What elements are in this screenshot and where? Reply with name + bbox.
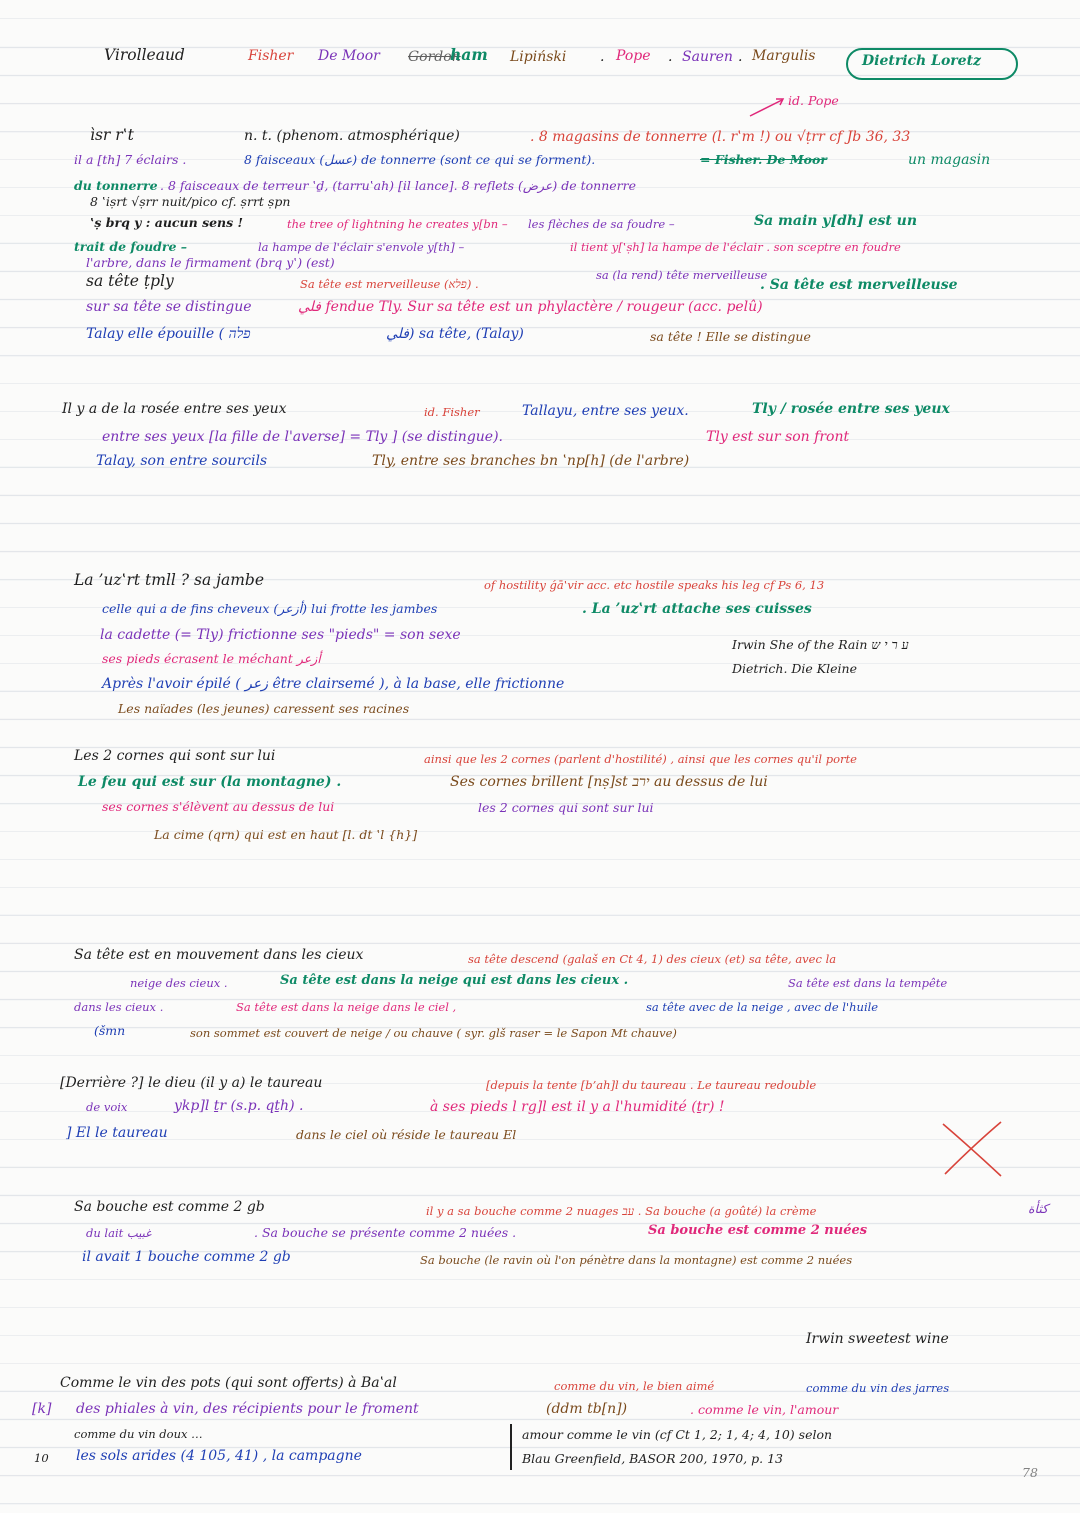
s1-line8-b: Sa tête est merveilleuse (פלא) . (300, 277, 479, 291)
page-number: 78 (1022, 1465, 1038, 1480)
s1-line6-a: trait de foudre – (74, 239, 188, 254)
s1-line7: l'arbre, dans le firmament (brq y‛) (est) (86, 255, 335, 270)
s3-line2-b: . La ’uz‛rt attache ses cuisses (582, 601, 812, 617)
s1-line2-b: 8 faisceaux (عسل) de tonnerre (sont ce qui se forment). (244, 152, 596, 167)
s1-line1-red: . 8 magasins de tonnerre (l. r‛m !) ou √ṭrr cf Jb 36, 33 (530, 129, 911, 145)
s8-line1-b: comme du vin, le bien aimé (554, 1379, 715, 1393)
s2-line1-c: Tallayu, entre ses yeux. (522, 403, 689, 419)
vertical-rule (510, 1424, 512, 1470)
s8-line2-b: des phiales à vin, des récipients pour le froment (76, 1401, 419, 1417)
note-id-pope: id. Pope (788, 93, 839, 108)
s5-line1-b: sa tête descend (galaš en Ct 4, 1) des cieux (et) sa tête, avec la (468, 952, 837, 966)
s1-line6-b: la hampe de l'éclair s'envole y[th] – (258, 240, 465, 254)
s5-line2-a: neige des cieux . (130, 976, 228, 990)
s3-line1-b: of hostility ǵā‛vir acc. etc hostile speaks his leg cf Ps 6, 13 (484, 578, 825, 592)
s1-line9-a: sur sa tête se distingue (86, 299, 252, 315)
s7-line1-c: كثأة (1028, 1201, 1049, 1216)
s2-line2-b: Tly est sur son front (706, 429, 850, 445)
s1-line8-c: sa (la rend) tête merveilleuse (596, 268, 768, 282)
author-gordham: ham (450, 45, 488, 64)
s8-line2-a: [k] (32, 1401, 52, 1417)
s5-line1-a: Sa tête est en mouvement dans les cieux (74, 947, 364, 963)
s3-line6: Les naïades (les jeunes) caressent ses racines (118, 701, 410, 716)
s4-line1-b: ainsi que les 2 cornes (parlent d'hostilité) , ainsi que les cornes qu'il porte (424, 752, 857, 766)
s1-line5-a: ‛ṣ brq y : aucun sens ! (90, 215, 244, 230)
author-margulis: Margulis (752, 48, 816, 64)
s1-line5-b: the tree of lightning he creates y[bn – (287, 217, 508, 231)
s2-line1-a: Il y a de la rosée entre ses yeux (62, 401, 287, 417)
s2-line3-b: Tly, entre ses branches bn ‛np[h] (de l'arbre) (372, 453, 690, 469)
s6-line2-a: de voix (86, 1100, 128, 1114)
s3-line2-a: celle qui a de fins cheveux (أزعر) lui frotte les jambes (102, 601, 438, 616)
s1-line5-c: les flèches de sa foudre – (528, 217, 675, 231)
s8-line1-c: comme du vin des jarres (806, 1381, 950, 1395)
author-fisher: Fisher (248, 48, 294, 64)
s3-irwin: Irwin She of the Rain ע ר י ש (732, 637, 909, 652)
s4-line4: La cime (qrn) qui est en haut [l. dt ‛l {h}] (154, 827, 418, 842)
s4-line2-a: Le feu qui est sur (la montagne) . (78, 774, 342, 790)
s1-line1-term: ìsr r‛t (90, 126, 134, 144)
s3-line3: la cadette (= Tly) frictionne ses "pieds" = son sexe (100, 627, 461, 643)
s3-line1-a: La ’uz‛rt tmll ? sa jambe (74, 571, 264, 589)
s1-line2-c: = Fisher. De Moor (700, 152, 827, 167)
author-lipinski: Lipiński (510, 49, 567, 65)
arrow-icon (748, 96, 788, 118)
s6-line1-b: [depuis la tente [b’ah]l du taureau . Le taureau redouble (486, 1078, 817, 1092)
s5-line3-a: dans les cieux . (74, 1000, 164, 1014)
author-demoor: De Moor (318, 48, 380, 64)
s7-line2-a: du lait غبيب (86, 1226, 152, 1240)
s4-line3-a: ses cornes s'élèvent au dessus de lui (102, 799, 335, 814)
s7-line2-b: . Sa bouche se présente comme 2 nuées . (254, 1225, 517, 1240)
s7-line1-a: Sa bouche est comme 2 gb (74, 1199, 265, 1215)
s1-line8-d: . Sa tête est merveilleuse (760, 277, 958, 293)
s8-line3: comme du vin doux … (74, 1427, 203, 1441)
s1-line6-c: il tient y[‛ṣh] la hampe de l'éclair . son sceptre en foudre (570, 240, 901, 254)
s6-line3-a: ] El le taureau (66, 1125, 168, 1141)
s1-line2-d: un magasin (908, 152, 991, 168)
s1-line2-a: il a [th] 7 éclairs . (74, 152, 187, 167)
s6-line2-c: à ses pieds l rg]l est il y a l'humidité (ṯr) ! (430, 1099, 725, 1115)
s7-line3-b: Sa bouche (le ravin où l'on pénètre dans la montagne) est comme 2 nuées (420, 1253, 853, 1267)
s8-line2-d: . comme le vin, l'amour (690, 1402, 839, 1417)
s5-line3-c: sa tête avec de la neige , avec de l'huile (646, 1000, 879, 1014)
s8-line4-number: 10 (34, 1451, 49, 1465)
s6-line3-b: dans le ciel où réside le taureau El (296, 1127, 517, 1142)
s7-line1-b: il y a sa bouche comme 2 nuages עב . Sa bouche (a goûté) la crème (426, 1204, 817, 1218)
author-sauren: Sauren (682, 49, 733, 65)
separator: . (738, 49, 743, 65)
separator: . (668, 49, 673, 65)
author-dietrich-loretz: Dietrich Loretz (862, 53, 981, 69)
s8-line2-c: (ddm tb[n]) (546, 1401, 628, 1417)
s7-line3-a: il avait 1 bouche comme 2 gb (82, 1249, 291, 1265)
separator: . (600, 49, 605, 65)
s1-line3-a: du tonnerre (74, 178, 158, 193)
s4-line3-b: les 2 cornes qui sont sur lui (478, 800, 654, 815)
s2-line1-b: id. Fisher (424, 405, 480, 419)
cross-mark-icon (935, 1118, 1007, 1180)
s1-line3-b: . 8 faisceaux de terreur ‛ḏ, (tarru‛ah) [il lance]. 8 reflets (عرض) de tonnerre (160, 178, 637, 193)
s3-dietrich: Dietrich. Die Kleine (732, 661, 857, 676)
s8-line1-a: Comme le vin des pots (qui sont offerts) à Ba‛al (60, 1375, 397, 1391)
s1-line10-b: فلي) sa tête, (Talay) (386, 326, 524, 342)
s6-line1-a: [Derrière ?] le dieu (il y a) le taureau (60, 1075, 323, 1091)
s4-line2-b: Ses cornes brillent [nṣ]st ירב au dessus de lui (450, 774, 768, 790)
s1-line10-a: Talay elle épouille ( פלה (86, 326, 251, 342)
s5-line3-b: Sa tête est dans la neige dans le ciel , (236, 1000, 457, 1014)
author-virolleaud: Virolleaud (104, 46, 185, 64)
s5-line2-b: Sa tête est dans la neige qui est dans les cieux . (280, 973, 629, 988)
author-gordon: Gordon (408, 49, 461, 65)
s1-line1-def: n. t. (phenom. atmosphérique) (244, 128, 460, 144)
s2-line2-a: entre ses yeux [la fille de l'averse] = Tly ] (se distingue). (102, 429, 503, 445)
s1-line5-d: Sa main y[dh] est un (754, 213, 918, 229)
s3-line5: Après l'avoir épilé ( زعر être clairsemé ), à la base, elle frictionne (102, 676, 565, 692)
s1-line10-c: sa tête ! Elle se distingue (650, 329, 811, 344)
s5-line2-c: Sa tête est dans la tempête (788, 976, 948, 990)
s8-line4-b: les sols arides (4 105, 41) , la campagne (76, 1448, 362, 1464)
s2-line1-d: Tly / rosée entre ses yeux (752, 401, 950, 417)
s2-line3-a: Talay, son entre sourcils (96, 453, 268, 469)
author-pope: Pope (616, 48, 651, 64)
s8-amour-line2: Blau Greenfield, BASOR 200, 1970, p. 13 (522, 1451, 783, 1466)
s6-line2-b: ykp]l ṯr (s.p. qṯh) . (174, 1098, 304, 1114)
s1-line8-a: sa tête ṭply (86, 272, 174, 290)
s8-irwin: Irwin sweetest wine (806, 1331, 949, 1347)
s7-line2-c: Sa bouche est comme 2 nuées (648, 1223, 868, 1238)
s1-line4: 8 ‛iṣrt √ṣrr nuit/pico cf. ṣrrt ṣpn (90, 194, 291, 209)
s1-line9-b: فلي fendue Tly. Sur sa tête est un phylactère / rougeur (acc. pelû) (298, 299, 763, 315)
s4-line1-a: Les 2 cornes qui sont sur lui (74, 748, 276, 764)
s3-line4: ses pieds écrasent le méchant أزعر (102, 651, 321, 666)
s8-amour-line1: amour comme le vin (cf Ct 1, 2; 1, 4; 4, 10) selon (522, 1427, 833, 1442)
s5-line4-a: (šmn (94, 1023, 126, 1038)
s5-line4-b: son sommet est couvert de neige / ou chauve ( syr. glš raser = le Sapon Mt chauve) (190, 1026, 677, 1040)
